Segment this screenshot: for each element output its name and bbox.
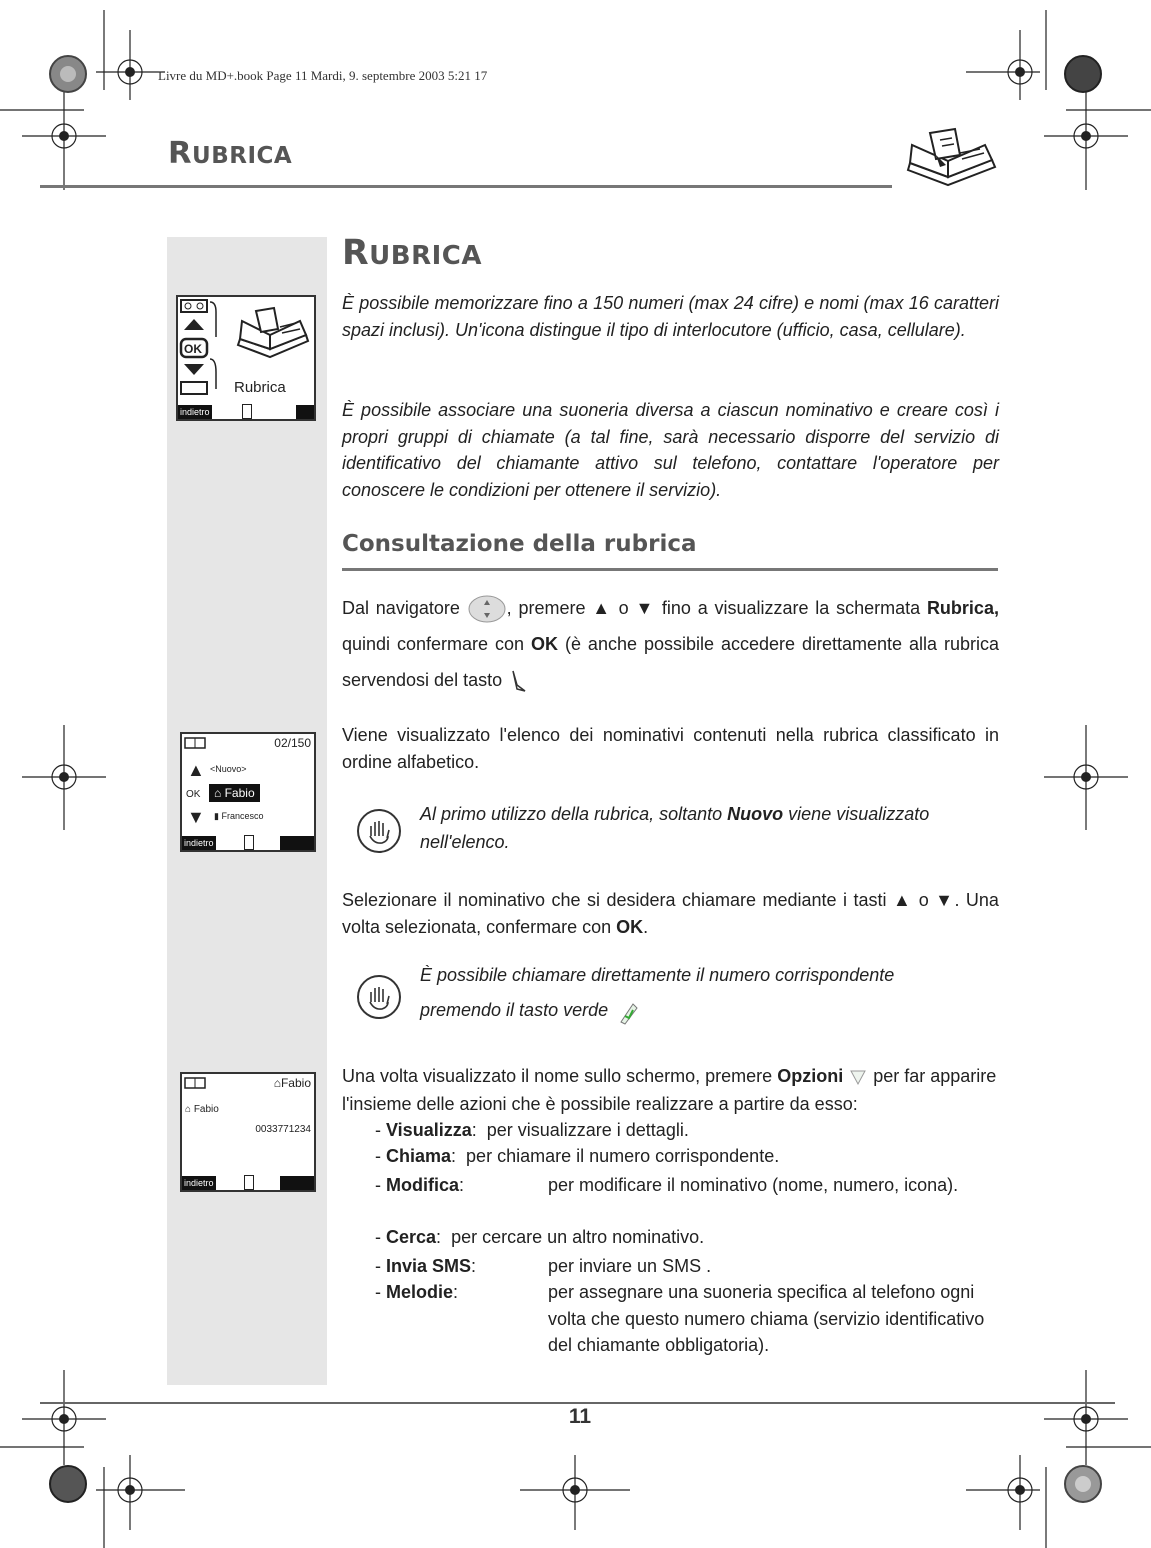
ok-label: OK <box>186 789 201 800</box>
book-icon <box>900 125 1000 200</box>
rubrica-small-icon <box>184 1076 210 1090</box>
option-invia-sms: - Invia SMS: <box>375 1256 477 1276</box>
hand-note-icon <box>356 974 402 1020</box>
phonebook-key-icon <box>507 667 529 695</box>
entry-counter: 02/150 <box>274 736 311 750</box>
header-rule <box>40 185 892 188</box>
option-melodie: - Melodie: <box>375 1282 459 1302</box>
footer-rule <box>40 1402 1115 1404</box>
phone-screen-list <box>180 732 316 852</box>
mobile-icon: ▮ <box>214 811 219 821</box>
print-header: Livre du MD+.book Page 11 Mardi, 9. septembre 2003 5:21 17 <box>158 68 488 83</box>
down-arrow-icon: ▼ <box>635 598 656 618</box>
rubrica-book-icon <box>234 305 312 371</box>
up-arrow-icon: ▲ <box>187 760 205 780</box>
down-arrow-icon: ▼ <box>935 890 955 910</box>
intro-paragraph-2: È possibile associare una suoneria diversa a ciascun nominativo e creare così i propri gruppi di chiamate (a tal fine, sarà necessario disporre del servizio di identificativo del chiamante attivo sul telefono, contattare l'operatore per conoscere le condizioni per ottenere il servizio). <box>342 400 999 500</box>
option-invia-sms-desc: per inviare un SMS . <box>548 1256 712 1276</box>
back-softkey: indietro <box>184 838 214 848</box>
note-1: Al primo utilizzo della rubrica, soltanto Nuovo viene visualizzato nell'elenco. <box>420 804 930 852</box>
option-melodie-desc: per assegnare una suoneria specifica al telefono ogni volta che questo numero chiama (servizio identificativo del chiamante obbligatoria). <box>548 1282 985 1355</box>
option-chiama: - Chiama: per chiamare il numero corrispondente. <box>375 1146 780 1166</box>
new-entry-item: <Nuovo> <box>210 764 247 774</box>
softkey-right <box>296 405 314 419</box>
home-icon: ⌂ <box>214 786 222 800</box>
softkey-right <box>280 1176 314 1190</box>
select-paragraph: Selezionare il nominativo che si desidera chiamare mediante i tasti ▲ o ▼. Una volta selezionata, confermare con OK. <box>342 890 999 937</box>
detail-header: ⌂Fabio <box>273 1076 311 1090</box>
nav-key-icon <box>244 835 254 850</box>
back-softkey: indietro <box>184 1178 214 1188</box>
option-cerca: - Cerca: per cercare un altro nominativo. <box>375 1227 705 1247</box>
option-modifica-desc: per modificare il nominativo (nome, numero, icona). <box>548 1175 959 1195</box>
green-call-key-icon <box>613 996 639 1026</box>
detail-name: ⌂ Fabio <box>185 1104 219 1115</box>
nav-key-icon <box>242 404 252 419</box>
intro-paragraph-1: È possibile memorizzare fino a 150 numeri (max 24 cifre) e nomi (max 16 caratteri spazi inclusi). Un'icona distingue il tipo di interlocutore (ufficio, casa, cellulare). <box>342 293 999 340</box>
navigator-icon <box>467 594 507 624</box>
subsection-title: Consultazione della rubrica <box>342 531 697 557</box>
list-paragraph: Viene visualizzato l'elenco dei nominativi contenuti nella rubrica classificato in ordine alfabetico. <box>342 725 999 772</box>
phone-screen-menu <box>176 295 316 421</box>
up-arrow-icon: ▲ <box>592 598 612 618</box>
home-icon: ⌂ <box>273 1076 281 1090</box>
navigator-paragraph: Dal navigatore , premere ▲ o ▼ fino a visualizzare la schermata Rubrica, quindi confermare con OK (è anche possibile accedere direttamente alla rubrica servendosi del tasto <box>342 590 999 698</box>
screen-menu-label: Rubrica <box>234 379 286 396</box>
hand-note-icon <box>356 808 402 854</box>
next-entry: ▮ Francesco <box>214 811 264 821</box>
detail-number: 0033771234 <box>255 1124 311 1135</box>
back-softkey: indietro <box>180 407 210 417</box>
section-title: RUBRICA <box>342 233 482 273</box>
selected-entry: ⌂ Fabio <box>209 784 260 802</box>
options-intro: Una volta visualizzato il nome sullo schermo, premere Opzioni per far apparire l'insieme delle azioni che è possibile realizzare a partire da esso: <box>342 1066 997 1114</box>
down-arrow-icon: ▼ <box>187 807 205 827</box>
page-header-title: RUBRICA <box>168 136 293 171</box>
option-visualizza: - Visualizza: per visualizzare i dettagli. <box>375 1120 689 1140</box>
ok-key-label: OK <box>184 342 202 356</box>
softkey-right <box>280 836 314 850</box>
page-number: 11 <box>568 1405 592 1428</box>
nav-key-icon <box>244 1175 254 1190</box>
phone-screen-detail <box>180 1072 316 1192</box>
note-2: È possibile chiamare direttamente il numero corrispondente premendo il tasto verde <box>420 958 1000 1028</box>
home-icon: ⌂ <box>185 1104 192 1115</box>
options-key-icon <box>848 1067 868 1087</box>
rubrica-small-icon <box>184 736 210 750</box>
option-modifica: - Modifica: <box>375 1175 465 1195</box>
subsection-rule <box>342 568 998 571</box>
up-arrow-icon: ▲ <box>892 890 913 910</box>
